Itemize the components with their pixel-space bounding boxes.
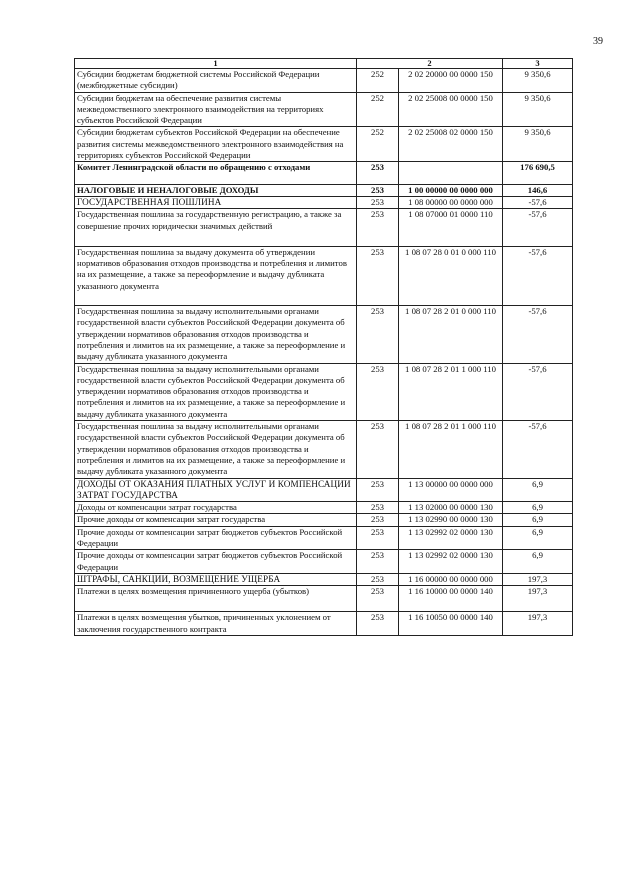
table-row <box>75 550 573 574</box>
header-col-3: 3 <box>503 59 573 69</box>
row-sum: 6,9 <box>503 514 573 526</box>
row-sum: -57,6 <box>503 306 573 363</box>
row-kbk <box>399 162 503 184</box>
row-admin-code: 252 <box>357 69 399 93</box>
row-admin-code: 253 <box>357 502 399 514</box>
row-kbk: 1 08 07 28 2 01 1 000 110 <box>399 421 503 478</box>
row-admin-code: 253 <box>357 612 399 636</box>
row-admin-code: 253 <box>357 550 399 574</box>
row-sum: -57,6 <box>503 209 573 247</box>
row-sum: 197,3 <box>503 573 573 585</box>
row-admin-code: 253 <box>357 162 399 184</box>
table-row <box>75 69 573 93</box>
table-row <box>75 209 573 247</box>
row-admin-code: 253 <box>357 363 399 420</box>
row-name: Платежи в целях возмещения убытков, причиненных уклонением от заключения государственного контракта <box>75 612 357 636</box>
row-admin-code: 253 <box>357 196 399 208</box>
table-row <box>75 421 573 478</box>
row-kbk: 2 02 25008 02 0000 150 <box>399 127 503 162</box>
row-name: Доходы от компенсации затрат государства <box>75 502 357 514</box>
row-kbk: 2 02 20000 00 0000 150 <box>399 69 503 93</box>
table-row <box>75 306 573 363</box>
row-sum: 146,6 <box>503 184 573 196</box>
row-admin-code: 253 <box>357 184 399 196</box>
row-kbk: 1 16 10050 00 0000 140 <box>399 612 503 636</box>
row-sum: -57,6 <box>503 363 573 420</box>
row-name: ШТРАФЫ, САНКЦИИ, ВОЗМЕЩЕНИЕ УЩЕРБА <box>75 573 357 585</box>
table-row-section <box>75 184 573 196</box>
header-col-1: 1 <box>75 59 357 69</box>
row-sum: -57,6 <box>503 246 573 305</box>
row-name: ГОСУДАРСТВЕННАЯ ПОШЛИНА <box>75 196 357 208</box>
row-kbk: 1 13 02992 02 0000 130 <box>399 526 503 550</box>
row-admin-code: 253 <box>357 478 399 502</box>
row-kbk: 1 16 00000 00 0000 000 <box>399 573 503 585</box>
row-kbk: 1 13 02990 00 0000 130 <box>399 514 503 526</box>
row-kbk: 1 13 00000 00 0000 000 <box>399 478 503 502</box>
page-number: 39 <box>593 36 603 47</box>
row-admin-code: 253 <box>357 209 399 247</box>
table-row <box>75 514 573 526</box>
row-name: Прочие доходы от компенсации затрат государства <box>75 514 357 526</box>
row-name: Прочие доходы от компенсации затрат бюджетов субъектов Российской Федерации <box>75 526 357 550</box>
table-header-row <box>75 59 573 69</box>
row-kbk: 1 08 07000 01 0000 110 <box>399 209 503 247</box>
row-sum: 6,9 <box>503 478 573 502</box>
row-name: Платежи в целях возмещения причиненного ущерба (убытков) <box>75 586 357 612</box>
row-kbk: 1 13 02000 00 0000 130 <box>399 502 503 514</box>
row-admin-code: 253 <box>357 306 399 363</box>
row-name: Субсидии бюджетам бюджетной системы Российской Федерации (межбюджетные субсидии) <box>75 69 357 93</box>
table-row <box>75 526 573 550</box>
row-kbk: 1 00 00000 00 0000 000 <box>399 184 503 196</box>
row-name: Прочие доходы от компенсации затрат бюджетов субъектов Российской Федерации <box>75 550 357 574</box>
row-name: Государственная пошлина за выдачу исполнительными органами государственной власти субъектов Российской Федерации документа об утверждении нормативов образования отходов производства и потребления и лимитов на их размещение, а также за переоформление и выдачу дубликата указанного документа <box>75 421 357 478</box>
row-kbk: 1 08 07 28 2 01 1 000 110 <box>399 363 503 420</box>
row-admin-code: 253 <box>357 526 399 550</box>
table-row <box>75 612 573 636</box>
row-sum: 6,9 <box>503 550 573 574</box>
row-sum: 9 350,6 <box>503 127 573 162</box>
row-sum: 6,9 <box>503 526 573 550</box>
row-sum: 9 350,6 <box>503 69 573 93</box>
row-sum: 6,9 <box>503 502 573 514</box>
table-row <box>75 127 573 162</box>
row-admin-code: 253 <box>357 514 399 526</box>
row-sum: -57,6 <box>503 196 573 208</box>
table-row <box>75 586 573 612</box>
row-sum: 197,3 <box>503 612 573 636</box>
row-sum: 176 690,5 <box>503 162 573 184</box>
header-col-2: 2 <box>357 59 503 69</box>
row-name: Государственная пошлина за выдачу исполнительными органами государственной власти субъектов Российской Федерации документа об утверждении нормативов образования отходов производства и потребления и лимитов на их размещение, а также за переоформление и выдачу дубликата указанного документа <box>75 363 357 420</box>
row-admin-code: 253 <box>357 573 399 585</box>
table-row <box>75 502 573 514</box>
row-name: Государственная пошлина за выдачу исполнительными органами государственной власти субъектов Российской Федерации документа об утверждении нормативов образования отходов производства и потребления и лимитов на их размещение, а также за переоформление и выдачу дубликата указанного документа <box>75 306 357 363</box>
row-name: Субсидии бюджетам субъектов Российской Федерации на обеспечение развития системы межведомственного электронного взаимодействия на территориях субъектов Российской Федерации <box>75 127 357 162</box>
row-kbk: 1 08 07 28 2 01 0 000 110 <box>399 306 503 363</box>
row-sum: -57,6 <box>503 421 573 478</box>
table-row-section <box>75 478 573 502</box>
row-name: Комитет Ленинградской области по обращению с отходами <box>75 162 357 184</box>
row-admin-code: 252 <box>357 92 399 127</box>
table-row <box>75 246 573 305</box>
row-kbk: 1 16 10000 00 0000 140 <box>399 586 503 612</box>
row-sum: 197,3 <box>503 586 573 612</box>
row-name: Государственная пошлина за государственную регистрацию, а также за совершение прочих юридически значимых действий <box>75 209 357 247</box>
row-name: НАЛОГОВЫЕ И НЕНАЛОГОВЫЕ ДОХОДЫ <box>75 184 357 196</box>
row-admin-code: 253 <box>357 586 399 612</box>
row-admin-code: 253 <box>357 421 399 478</box>
table-row <box>75 363 573 420</box>
table-row <box>75 92 573 127</box>
row-kbk: 2 02 25008 00 0000 150 <box>399 92 503 127</box>
row-name: ДОХОДЫ ОТ ОКАЗАНИЯ ПЛАТНЫХ УСЛУГ И КОМПЕНСАЦИИ ЗАТРАТ ГОСУДАРСТВА <box>75 478 357 502</box>
table-row-section <box>75 573 573 585</box>
revenue-table <box>74 58 573 636</box>
row-kbk: 1 08 07 28 0 01 0 000 110 <box>399 246 503 305</box>
table-row-committee <box>75 162 573 184</box>
row-sum: 9 350,6 <box>503 92 573 127</box>
row-kbk: 1 13 02992 02 0000 130 <box>399 550 503 574</box>
row-name: Государственная пошлина за выдачу документа об утверждении нормативов образования отходов производства и потребления и лимитов на их размещение, а также за переоформление и выдачу дубликата указанного документа <box>75 246 357 305</box>
row-name: Субсидии бюджетам на обеспечение развития системы межведомственного электронного взаимодействия на территориях субъектов Российской Федерации <box>75 92 357 127</box>
row-admin-code: 252 <box>357 127 399 162</box>
row-kbk: 1 08 00000 00 0000 000 <box>399 196 503 208</box>
row-admin-code: 253 <box>357 246 399 305</box>
table-row-section <box>75 196 573 208</box>
